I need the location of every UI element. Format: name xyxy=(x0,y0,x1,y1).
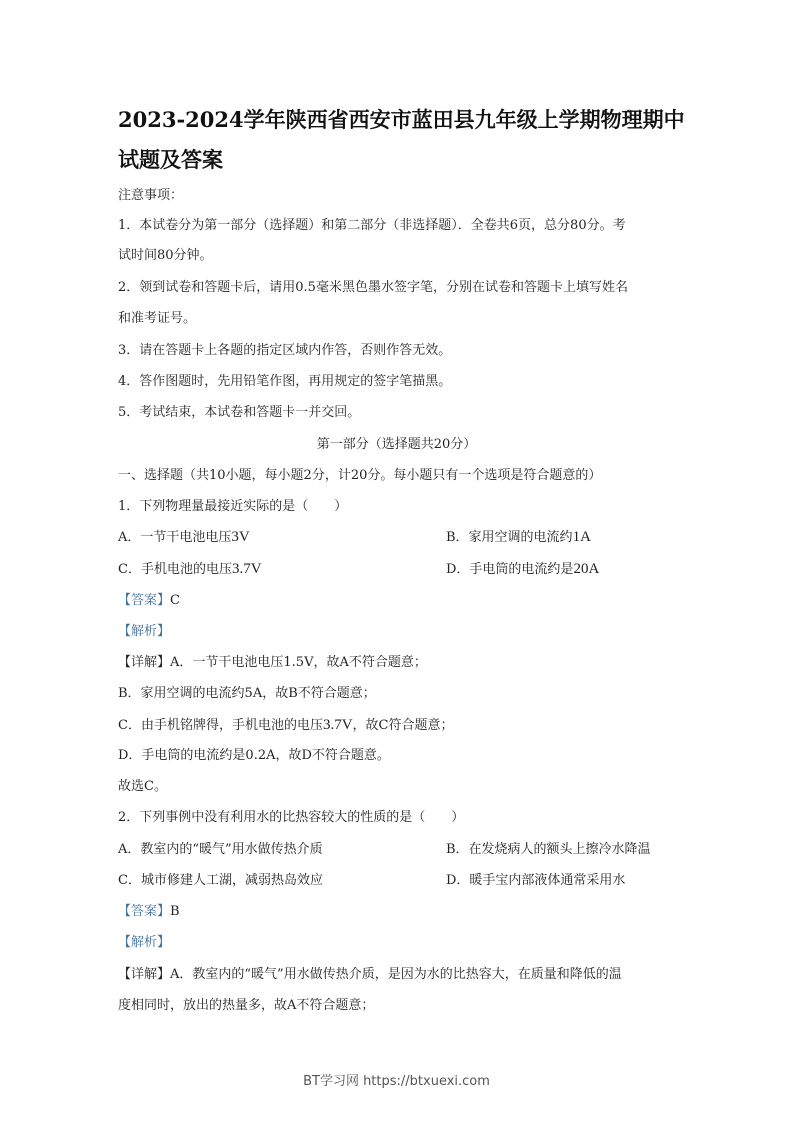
question-1-detail-line xyxy=(118,715,454,736)
question-2-stem: 2．下列事例中没有利用水的比热容较大的性质的是（ ） xyxy=(118,810,465,825)
question-1-answer xyxy=(118,591,180,611)
part-heading: 第一部分（选择题共20分） xyxy=(316,437,477,452)
question-2-answer xyxy=(118,902,180,922)
question-1-detail-line xyxy=(118,653,427,673)
detail-text: C．由手机铭牌得，手机电池的电压 xyxy=(118,718,323,733)
option-a-value: 3V xyxy=(231,529,250,545)
detail-tag: 【详解】 xyxy=(118,655,171,670)
option-c-text: C．手机电池的电压 xyxy=(118,562,232,577)
analysis-tag: 【解析】 xyxy=(118,624,171,639)
question-2-option-d: D．暖手宝内部液体通常采用水 xyxy=(446,873,626,888)
answer-tag: 【答案】 xyxy=(118,904,171,919)
option-d-text: D．手电筒的电流约是 xyxy=(446,562,574,577)
detail-text: ，故C符合题意； xyxy=(352,718,454,733)
notice-item: 和准考证号。 xyxy=(118,311,197,326)
option-a-text: A．一节干电池电压 xyxy=(118,530,232,545)
notice-heading: 注意事项： xyxy=(118,188,184,203)
section-heading: 一、选择题（共10小题，每小题2分，计20分。每小题只有一个选项是符合题意的） xyxy=(118,468,602,483)
detail-text: A．一节干电池电压1.5V，故A不符合题意； xyxy=(170,655,427,670)
option-b-text: B．家用空调的电流约 xyxy=(446,530,573,545)
question-2-analysis-tag xyxy=(118,933,170,953)
notice-item: 1．本试卷分为第一部分（选择题）和第二部分（非选择题）．全卷共6页，总分80分。考 xyxy=(118,218,626,233)
document-title-line2: 试题及答案 xyxy=(118,147,223,172)
analysis-tag: 【解析】 xyxy=(118,935,171,950)
detail-text: A．教室内的“暖气”用水做传热介质，是因为水的比热容大，在质量和降低的温 xyxy=(170,967,622,982)
notice-item: 试时间80分钟。 xyxy=(118,248,213,263)
question-2-option-c: C．城市修建人工湖，减弱热岛效应 xyxy=(118,873,323,888)
question-1-detail-line: B．家用空调的电流约5A，故B不符合题意； xyxy=(118,686,376,701)
notice-item: 3．请在答题卡上各题的指定区域内作答，否则作答无效。 xyxy=(118,343,452,358)
document-title-line1: 2023-2024学年陕西省西安市蓝田县九年级上学期物理期中 xyxy=(118,107,685,132)
notice-item: 2．领到试卷和答题卡后，请用0.5毫米黑色墨水签字笔，分别在试卷和答题卡上填写姓名 xyxy=(118,280,628,295)
question-1-analysis-tag xyxy=(118,622,170,642)
answer-value: C xyxy=(170,593,180,608)
question-2-option-b: B．在发烧病人的额头上擦冷水降温 xyxy=(446,842,651,857)
detail-value: 3.7V xyxy=(322,717,353,733)
footer-watermark: BT学习网 https://btxuexi.com xyxy=(303,1074,490,1089)
option-b-value: 1A xyxy=(572,529,591,545)
question-2-option-a: A．教室内的“暖气”用水做传热介质 xyxy=(118,842,323,857)
question-1-option-a xyxy=(118,527,250,548)
answer-value: B xyxy=(170,904,180,919)
question-2-detail-line: 度相同时，放出的热量多，故A不符合题意； xyxy=(118,998,375,1013)
notice-item: 4．答作图题时，先用铅笔作图，再用规定的签字笔描黑。 xyxy=(118,374,452,389)
detail-tag: 【详解】 xyxy=(118,967,171,982)
question-2-detail-line xyxy=(118,965,622,985)
option-c-value: 3.7V xyxy=(231,561,262,577)
notice-item: 5．考试结束，本试卷和答题卡一并交回。 xyxy=(118,405,361,420)
option-d-value: 20A xyxy=(573,561,600,577)
question-1-stem: 1．下列物理量最接近实际的是（ ） xyxy=(118,499,348,514)
question-1-option-c xyxy=(118,559,262,580)
question-1-option-b xyxy=(446,527,591,548)
question-1-conclusion: 故选C。 xyxy=(118,779,167,794)
question-1-detail-line: D．手电筒的电流约是0.2A，故D不符合题意。 xyxy=(118,748,390,763)
answer-tag: 【答案】 xyxy=(118,593,171,608)
question-1-option-d xyxy=(446,559,599,580)
